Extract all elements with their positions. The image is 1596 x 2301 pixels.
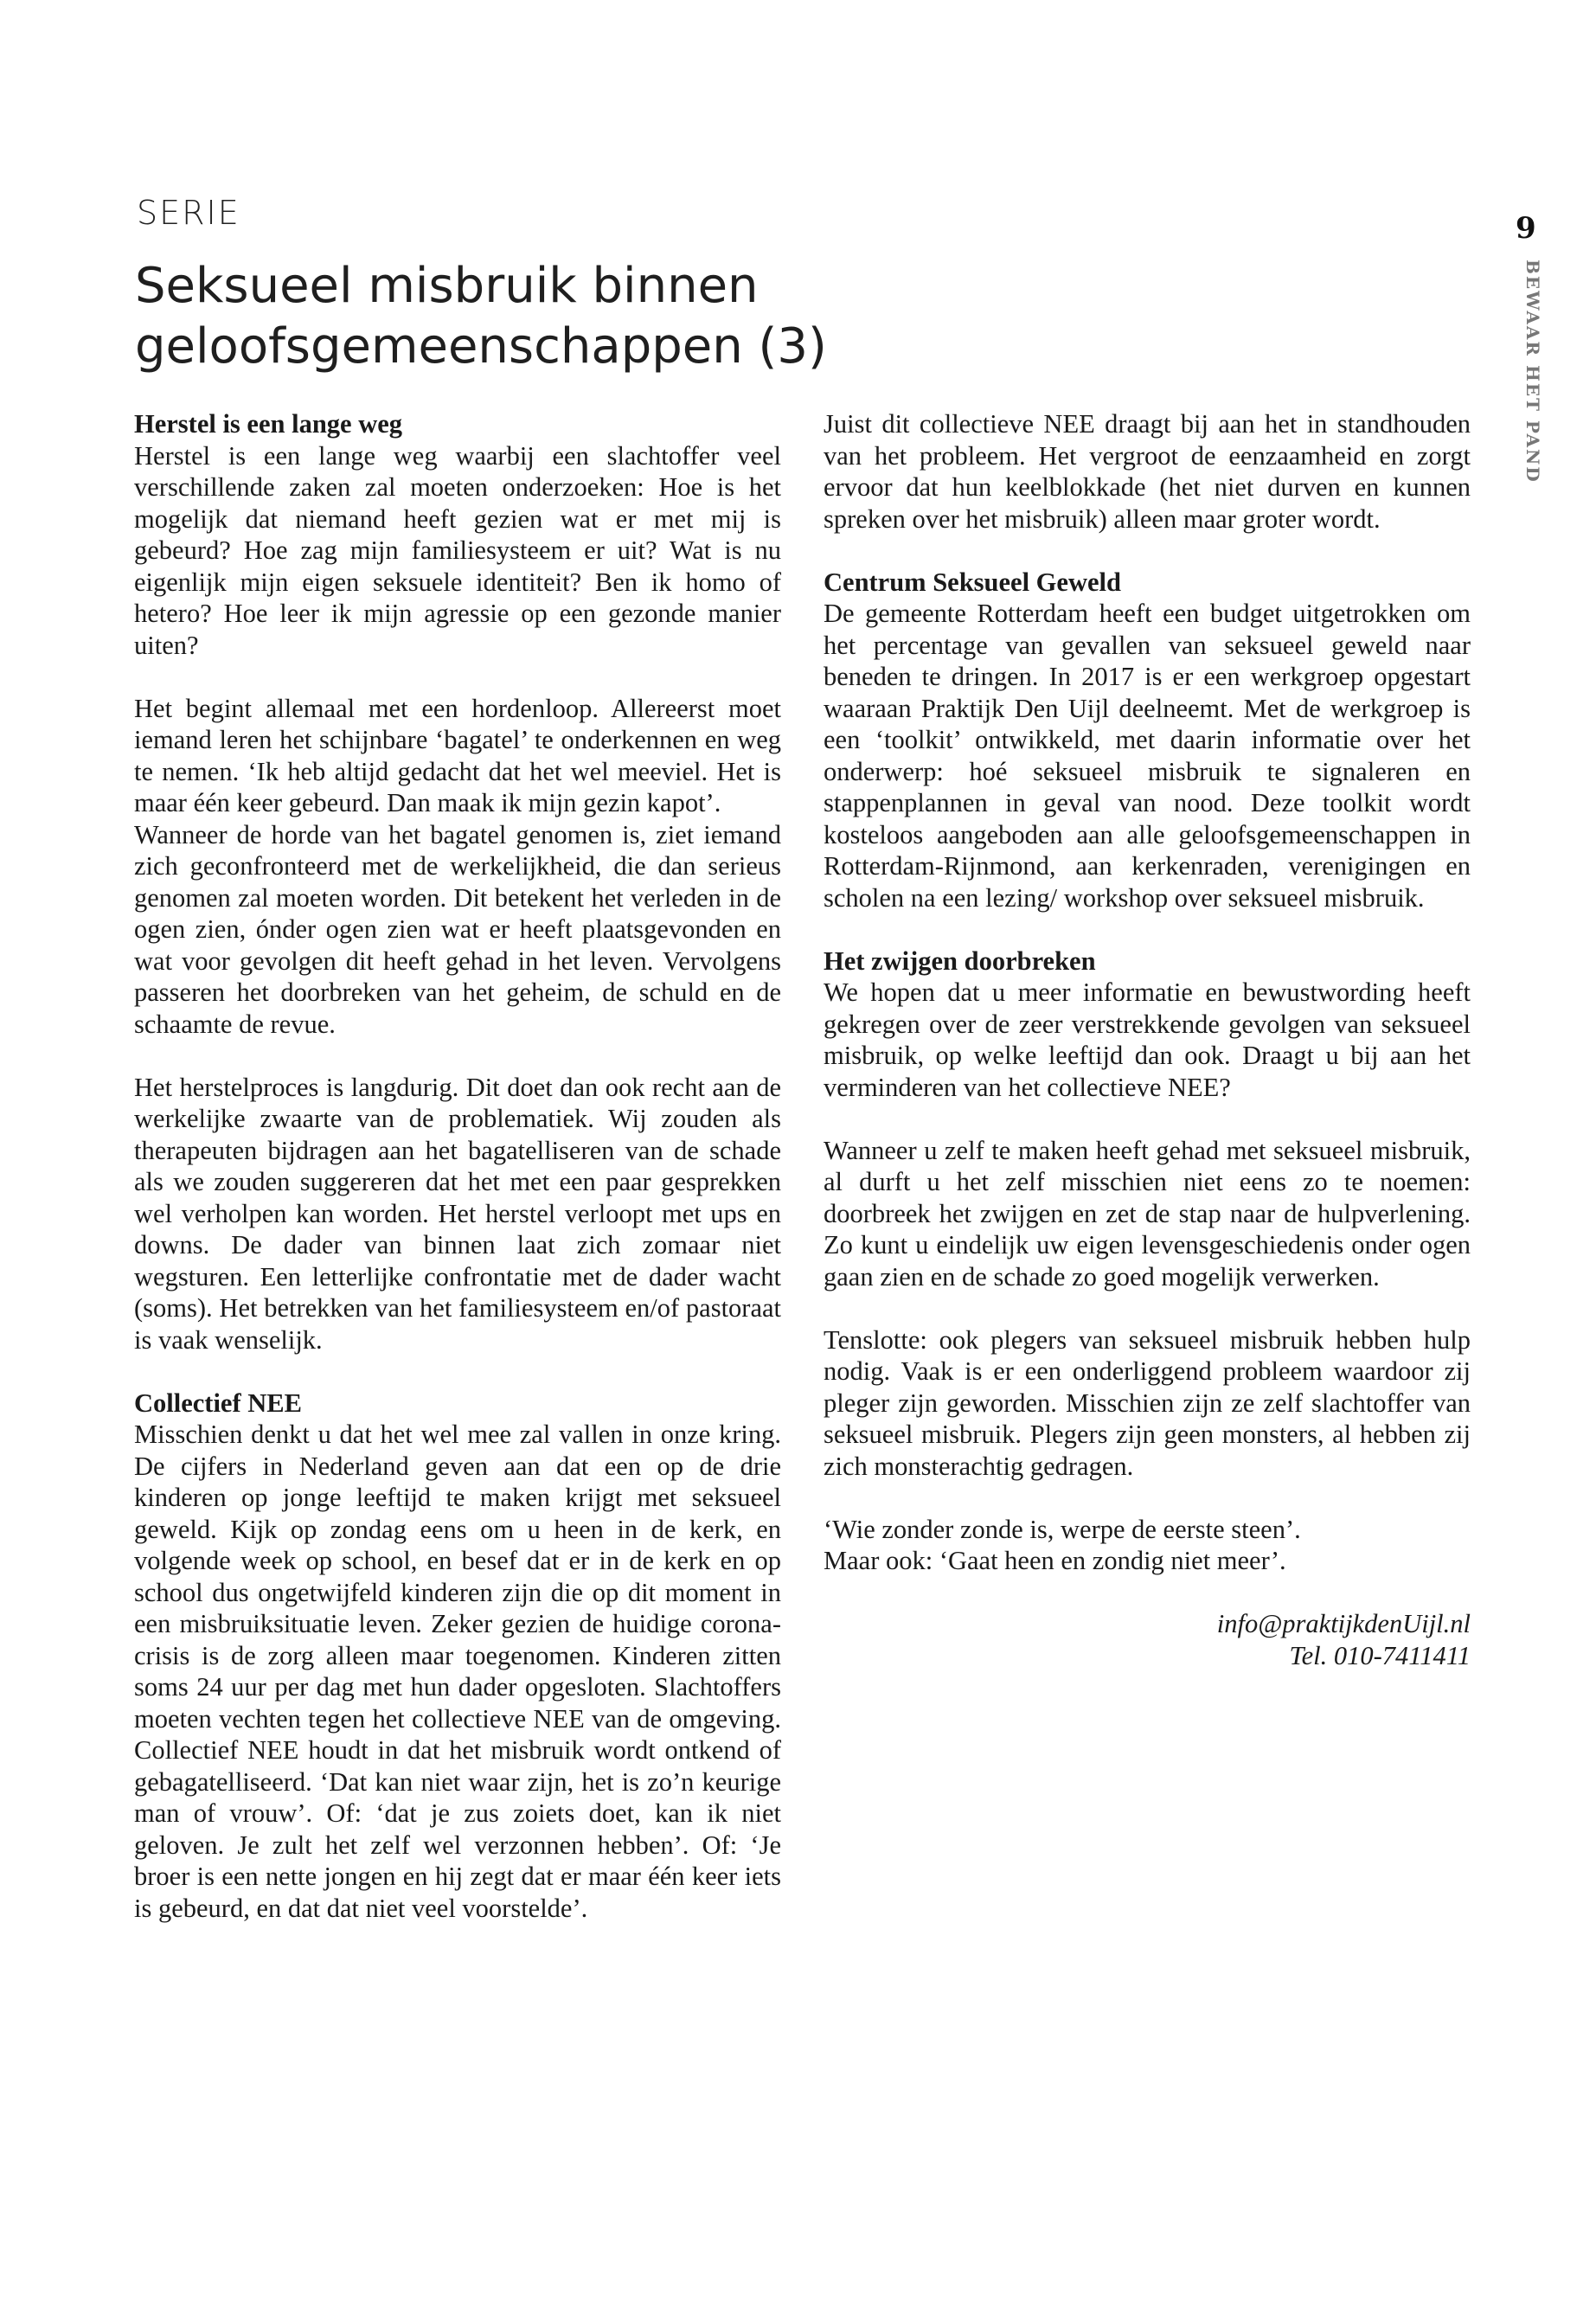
contact-block xyxy=(824,1608,1471,1671)
paragraph-zwijgen-1: We hopen dat u meer informatie en bewustwording heeft gekregen over de zeer verstrekkende gevolgen van seksueel misbruik, op welke leeftijd dan ook. Draagt u bij aan het verminderen van het collectieve NEE? xyxy=(824,977,1471,1102)
page-number: 9 xyxy=(1516,211,1536,246)
paragraph-centrum: De gemeente Rotterdam heeft een budget uitgetrokken om het percentage van gevallen van seksueel geweld naar beneden te dringen. In 2017 is er een werkgroep opgestart waaraan Praktijk Den Uijl deelneemt. Met de werkgroep is een ‘toolkit’ ontwikkeld, met daarin informatie over het onderwerp: hoé seksueel misbruik te signaleren en stappenplannen in geval van nood. Deze toolkit wordt kosteloos aangeboden aan alle geloofsgemeenschappen in Rotterdam-Rijnmond, aan kerkenraden, verenigingen en scholen na een lezing/ workshop over seksueel misbruik. xyxy=(824,599,1471,913)
contact-phone: Tel. 010-7411411 xyxy=(1289,1640,1471,1670)
section-heading-centrum: Centrum Seksueel Geweld xyxy=(824,567,1121,597)
paragraph-zwijgen-2: Wanneer u zelf te maken heeft gehad met seksueel misbruik, al durft u het zelf misschien niet eens zo te noemen: doorbreek het zwijgen en zet de stap naar de hulpverlening. Zo kunt u eindelijk uw eigen levensgeschiedenis onder ogen gaan zien en de schade zo goed mogelijk verwerken. xyxy=(824,1135,1471,1292)
paragraph-zwijgen-3: Tenslotte: ook plegers van seksueel misbruik hebben hulp nodig. Vaak is er een onderliggend probleem waardoor zij pleger zijn geworden. Misschien zijn ze zelf slachtoffer van seksueel misbruik. Plegers zijn geen monsters, al hebben zij zich monsterachtig gedragen. xyxy=(824,1324,1471,1481)
section-heading-collectief-nee: Collectief NEE xyxy=(134,1388,302,1418)
paragraph-herstel-1: Herstel is een lange weg waarbij een slachtoffer veel verschillende zaken zal moeten onderzoeken: Hoe is het mogelijk dat niemand heeft gezien wat er met mij is gebeurd? Hoe zag mijn familiesysteem er uit? Wat is nu eigenlijk mijn eigen seksuele identiteit? Ben ik homo of hetero? Hoe leer ik mijn agressie op een gezonde manier uiten? xyxy=(134,440,781,660)
paragraph-herstel-2: Het begint allemaal met een hordenloop. Allereerst moet iemand leren het schijnbare ‘bagatel’ te onderkennen en weg te nemen. ‘Ik heb altijd gedacht dat het wel meeviel. Het is maar één keer gebeurd. Dan maak ik mijn gezin kapot’. xyxy=(134,693,781,817)
left-column xyxy=(134,408,781,1924)
paragraph-intro-collectief: Juist dit collectieve NEE draagt bij aan het in standhouden van het probleem. Het vergroot de eenzaamheid en zorgt ervoor dat hun keelblokkade (het niet durven en kunnen spreken over het misbruik) alleen maar groter wordt. xyxy=(824,409,1471,534)
paragraph-herstel-3: Wanneer de horde van het bagatel genomen is, ziet iemand zich geconfronteerd met de werkelijkheid, die dan serieus genomen zal moeten worden. Dit betekent het verleden in de ogen zien, ónder ogen zien wat er heeft plaatsgevonden en wat voor gevolgen dit heeft gehad in het leven. Vervolgens passeren het doorbreken van het geheim, de schuld en de schaamte de revue. xyxy=(134,819,781,1039)
right-column xyxy=(824,408,1471,1671)
page-title: Seksueel misbruik binnen geloofsgemeenschappen (3) xyxy=(135,258,827,375)
section-heading-herstel: Herstel is een lange weg xyxy=(134,409,403,439)
paragraph-herstel-4: Het herstelproces is langdurig. Dit doet dan ook recht aan de werkelijke zwaarte van de problematiek. Wij zouden als therapeuten bijdragen aan het bagatelliseren van de schade als we zouden suggereren dat het met een paar gesprekken wel verholpen kan worden. Het herstel verloopt met ups en downs. De dader van binnen laat zich zomaar niet wegsturen. Een letterlijke confrontatie met de dader wacht (soms). Het betrekken van het familiesysteem en/of pastoraat is vaak wenselijk. xyxy=(134,1072,781,1355)
quote-line-1: ‘Wie zonder zonde is, werpe de eerste steen’. xyxy=(824,1514,1301,1544)
contact-email[interactable]: info@praktijkdenUijl.nl xyxy=(1216,1609,1471,1638)
side-label: BEWAAR HET PAND xyxy=(1522,260,1543,484)
section-heading-zwijgen: Het zwijgen doorbreken xyxy=(824,945,1096,976)
paragraph-collectief-nee: Misschien denkt u dat het wel mee zal vallen in onze kring. De cijfers in Nederland geven aan dat een op de drie kinderen op jonge leeftijd te maken krijgt met seksueel geweld. Kijk op zondag eens om u heen in de kerk, en volgende week op school, en besef dat er in de kerk en op school dus ongetwijfeld kinderen zijn die op dit moment in een misbruiksituatie leven. Zeker gezien de huidige corona-crisis is de zorg alleen maar toegenomen. Kinderen zitten soms 24 uur per dag met hun dader opgesloten. Slachtoffers moeten vechten tegen het collectieve NEE van de omgeving. Collectief NEE houdt in dat het misbruik wordt ontkend of gebagatelliseerd. ‘Dat kan niet waar zijn, het is zo’n keurige man of vrouw’. Of: ‘dat je zus zoiets doet, kan ik niet geloven. Je zult het zelf wel verzonnen hebben’. Of: ‘Je broer is een nette jongen en hij zegt dat er maar één keer iets is gebeurd, en dat dat niet veel voorstelde’. xyxy=(134,1420,781,1923)
quote-line-2: Maar ook: ‘Gaat heen en zondig niet meer’. xyxy=(824,1546,1286,1575)
series-label: SERIE xyxy=(137,194,240,232)
quote-block xyxy=(824,1514,1471,1577)
